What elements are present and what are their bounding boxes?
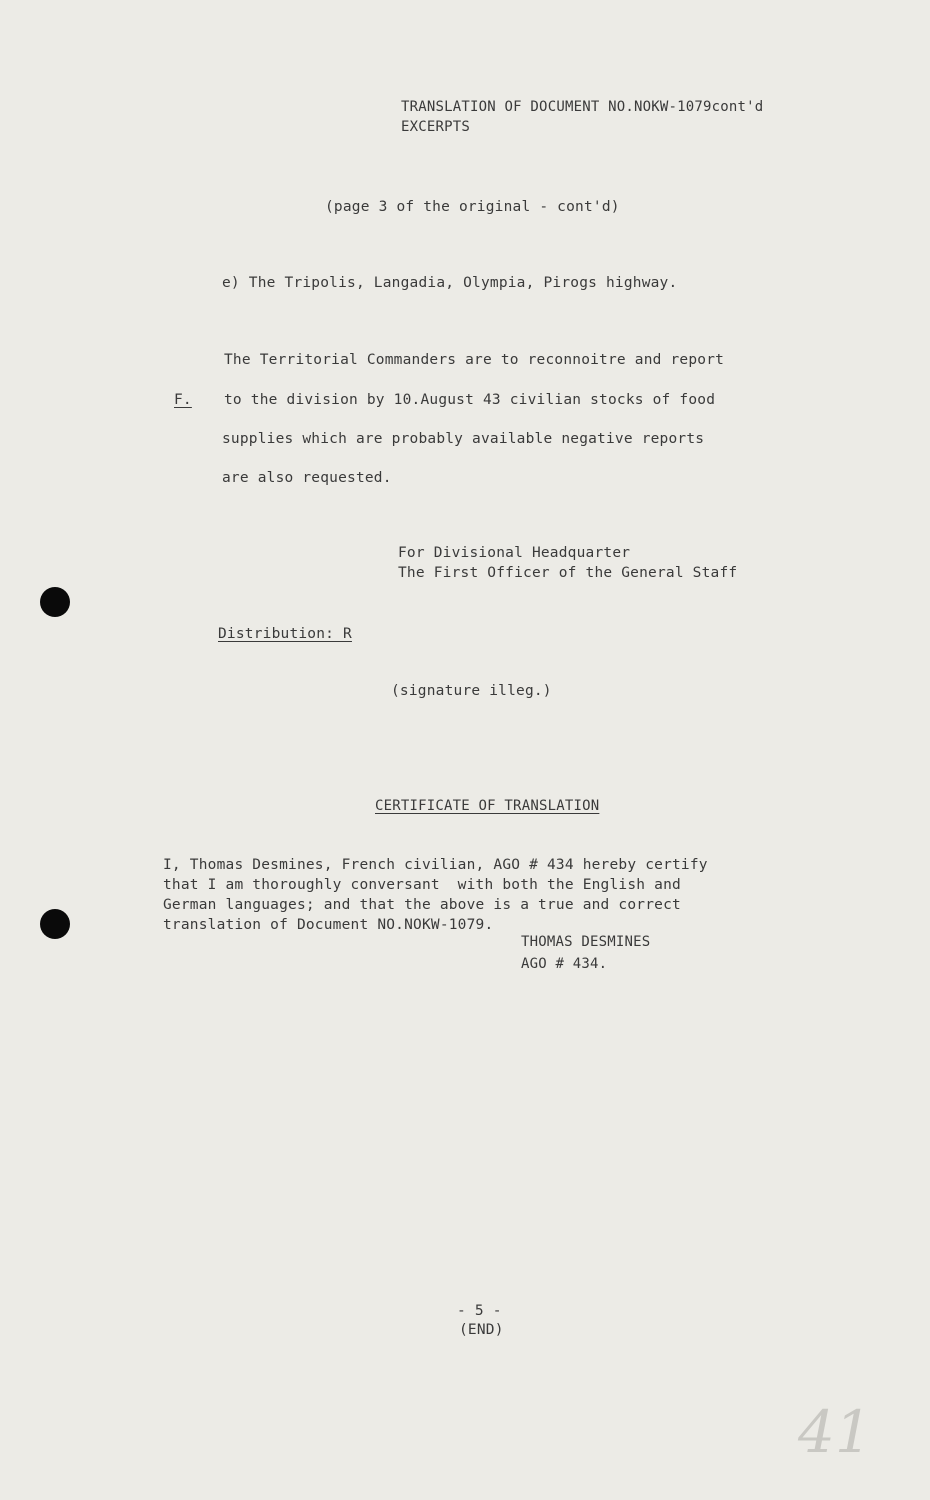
translator-name: THOMAS DESMINES xyxy=(521,934,651,950)
punch-hole-top xyxy=(40,587,70,617)
section-f-line-1: The Territorial Commanders are to reconnoitre and report xyxy=(224,352,725,368)
translator-ago: AGO # 434. xyxy=(521,956,608,972)
page-number: - 5 - xyxy=(457,1303,502,1319)
section-f-line-3: supplies which are probably available negative reports xyxy=(222,431,705,447)
section-f-marker: F. xyxy=(174,392,192,408)
item-e: e) The Tripolis, Langadia, Olympia, Pirogs highway. xyxy=(222,275,678,291)
end-marker: (END) xyxy=(459,1322,504,1338)
header-excerpts: EXCERPTS xyxy=(401,119,471,135)
certificate-title: CERTIFICATE OF TRANSLATION xyxy=(375,798,600,814)
signature-block-line-2: The First Officer of the General Staff xyxy=(398,565,738,581)
certificate-line-3: German languages; and that the above is a true and correct xyxy=(163,897,681,913)
certificate-line-1: I, Thomas Desmines, French civilian, AGO # 434 hereby certify xyxy=(163,857,708,873)
header-title: TRANSLATION OF DOCUMENT NO.NOKW-1079cont'd xyxy=(401,99,764,115)
certificate-line-4: translation of Document NO.NOKW-1079. xyxy=(163,917,494,933)
handwritten-page-number: 41 xyxy=(798,1398,872,1466)
certificate-line-2: that I am thoroughly conversant with both the English and xyxy=(163,877,681,893)
distribution: Distribution: R xyxy=(218,626,352,642)
punch-hole-bottom xyxy=(40,909,70,939)
signature-block-line-1: For Divisional Headquarter xyxy=(398,545,631,561)
page-reference: (page 3 of the original - cont'd) xyxy=(325,199,620,215)
signature-illegible: (signature illeg.) xyxy=(391,683,552,699)
section-f-line-4: are also requested. xyxy=(222,470,392,486)
section-f-line-2: to the division by 10.August 43 civilian stocks of food xyxy=(224,392,716,408)
